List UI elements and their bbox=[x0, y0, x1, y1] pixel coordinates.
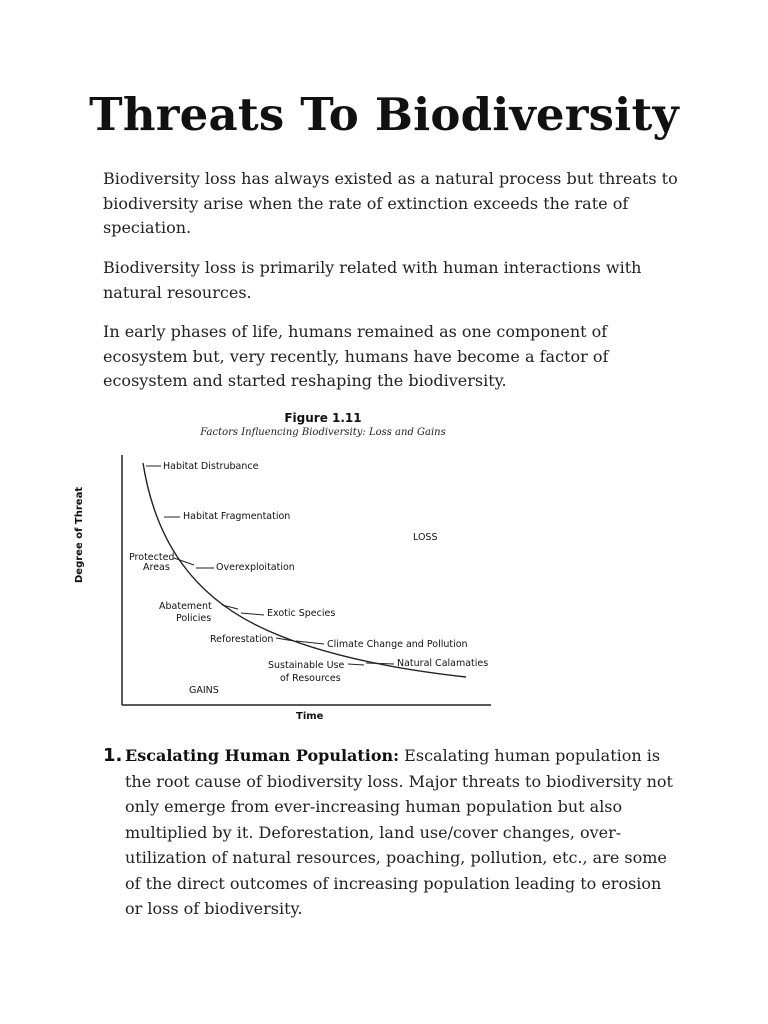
y-axis-label: Degree of Threat bbox=[74, 486, 85, 583]
label-habitat-disturbance: Habitat Distrubance bbox=[163, 461, 259, 472]
label-of-resources: of Resources bbox=[280, 673, 341, 684]
label-overexploitation: Overexploitation bbox=[216, 562, 295, 573]
leader-abatement-policies bbox=[222, 605, 238, 609]
figure-subtitle: Factors Influencing Biodiversity: Loss and Gains bbox=[200, 427, 446, 438]
label-habitat-fragmentation: Habitat Fragmentation bbox=[183, 511, 291, 522]
label-protected: Protected bbox=[129, 552, 175, 563]
label-loss-region: LOSS bbox=[413, 532, 438, 543]
list-item-escalating-population bbox=[103, 743, 683, 922]
label-reforestation: Reforestation bbox=[210, 634, 274, 645]
leader-natural-calamities bbox=[366, 663, 394, 664]
list-number: 1. bbox=[103, 745, 123, 766]
paragraph-intro: Biodiversity loss has always existed as a natural process but threats to biodiversity arise when the rate of extinction exceeds the rate of speciation. bbox=[103, 169, 678, 237]
paragraph-human-interactions: Biodiversity loss is primarily related with human interactions with natural resources. bbox=[103, 258, 642, 302]
label-gains-region: GAINS bbox=[189, 685, 219, 696]
label-natural-calamities: Natural Calamaties bbox=[397, 658, 489, 669]
list-item-text: Escalating human population is the root cause of biodiversity loss. Major threats to biodiversity not only emerge from ever-increasing human population but also multiplied by it. Deforestation, land use/cover changes, over-utilization of natural resources, poaching, pollution, etc., are some of the direct outcomes of increasing population leading to erosion or loss of biodiversity. bbox=[125, 746, 673, 918]
figure-title: Figure 1.11 bbox=[284, 411, 362, 425]
label-sustainable-use: Sustainable Use bbox=[268, 660, 345, 671]
leader-protected-areas bbox=[174, 558, 194, 565]
x-axis-label: Time bbox=[296, 711, 324, 722]
figure-biodiversity-threats bbox=[74, 405, 516, 735]
label-areas: Areas bbox=[143, 562, 170, 573]
list-item-body bbox=[125, 743, 683, 922]
paragraph-early-phases: In early phases of life, humans remained as one component of ecosystem but, very recently, humans have become a factor of ecosystem and started reshaping the biodiversity. bbox=[103, 322, 609, 390]
page-title: Threats To Biodiversity bbox=[89, 88, 679, 141]
list-item-heading: Escalating Human Population: bbox=[125, 746, 400, 765]
label-exotic-species: Exotic Species bbox=[267, 608, 336, 619]
leader-sustainable-use bbox=[348, 664, 364, 665]
label-policies: Policies bbox=[176, 613, 212, 624]
label-abatement: Abatement bbox=[159, 601, 212, 612]
leader-exotic-species bbox=[241, 613, 264, 615]
label-climate-change: Climate Change and Pollution bbox=[327, 639, 468, 650]
